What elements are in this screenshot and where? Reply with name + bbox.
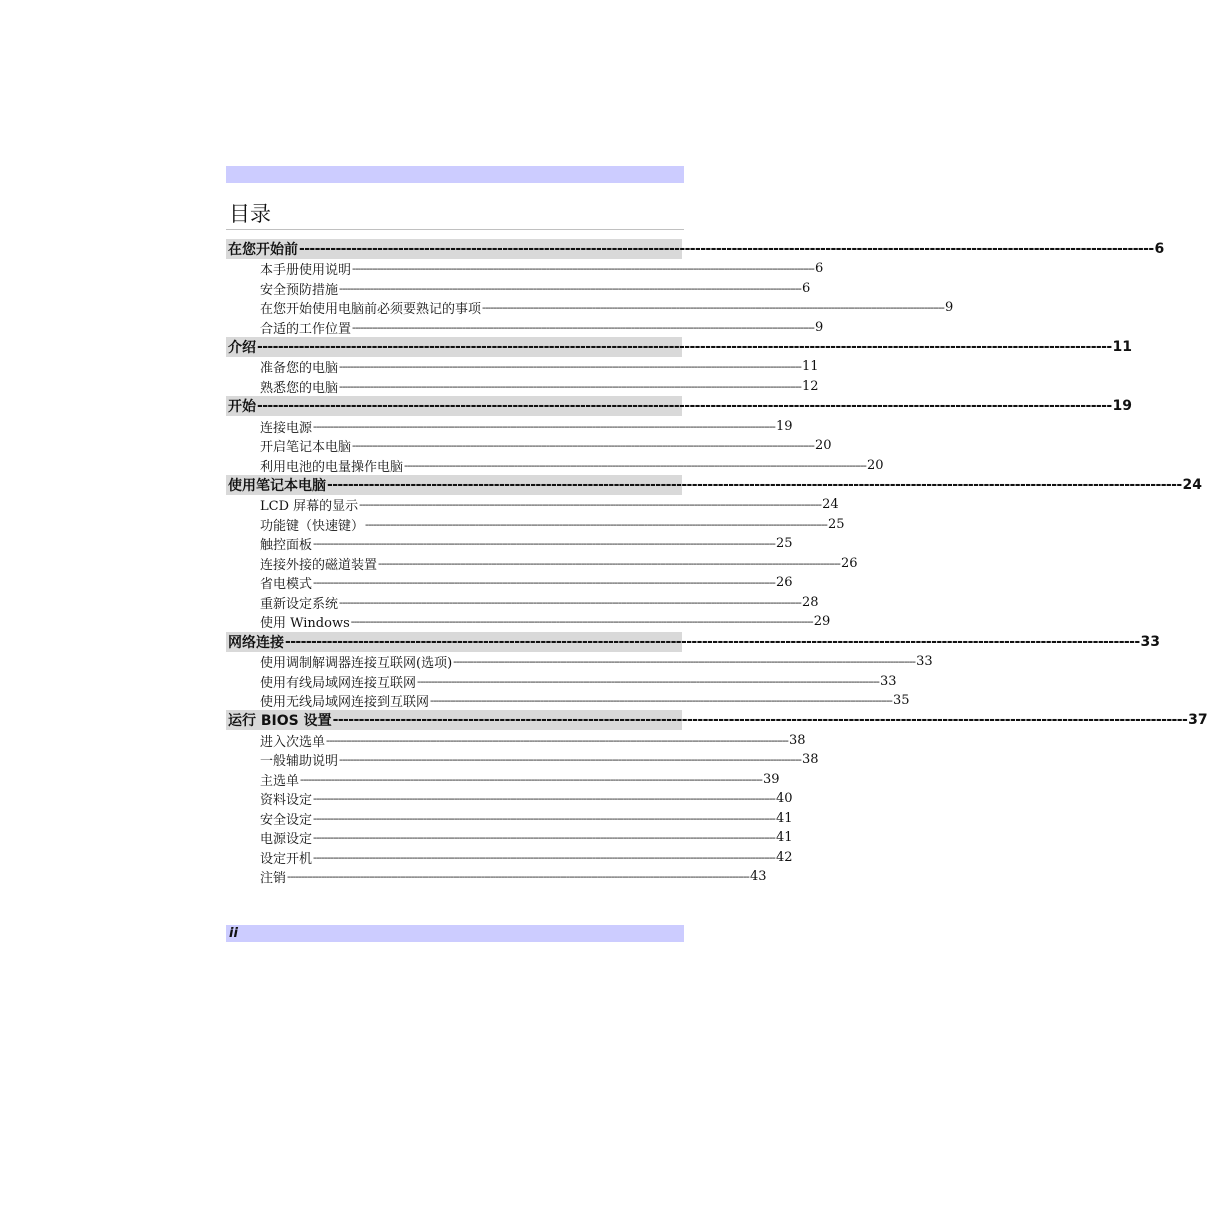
toc-section-entry[interactable] xyxy=(226,612,831,632)
toc-section-entry[interactable] xyxy=(226,867,767,887)
toc-section-entry[interactable] xyxy=(226,691,910,711)
entry-title: 进入次选单 xyxy=(260,734,326,750)
entry-title: 在您开始前 xyxy=(228,242,298,258)
entry-page-number: 11 xyxy=(1112,339,1133,356)
entry-page-number: 12 xyxy=(801,379,819,394)
toc-section-entry[interactable] xyxy=(226,455,884,475)
dot-leader: -------------------------------------------------------------------------------------------------------------------------------------------------------------------- xyxy=(313,831,775,845)
entry-title: 使用 Windows xyxy=(260,616,350,632)
toc-section-entry[interactable] xyxy=(226,554,858,574)
entry-page-number: 19 xyxy=(1112,398,1133,415)
toc-section-entry[interactable] xyxy=(226,416,793,436)
toc-section-entry[interactable] xyxy=(226,377,819,397)
entry-page-number: 28 xyxy=(801,594,819,610)
entry-title: 资料设定 xyxy=(260,793,313,809)
dot-leader: -------------------------------------------------------------------------------------------------------------------------------------------------------------------- xyxy=(453,655,916,669)
entry-page-number: 24 xyxy=(822,497,839,513)
entry-title: 重新设定系统 xyxy=(260,596,339,612)
entry-title: 安全设定 xyxy=(260,812,313,828)
entry-title: 设定开机 xyxy=(260,851,313,867)
toc-chapter-entry[interactable] xyxy=(226,710,1208,730)
entry-title: 使用调制解调器连接互联网(选项) xyxy=(260,656,453,672)
dot-leader: -------------------------------------------------------------------------------------------------------------------------------------------------------------------- xyxy=(339,753,801,767)
entry-title: 准备您的电脑 xyxy=(260,361,339,377)
toc-section-entry[interactable] xyxy=(226,495,839,515)
dot-leader: -------------------------------------------------------------------------------------------------------------------------------------------------------------------- xyxy=(417,674,879,688)
toc-section-entry[interactable] xyxy=(226,534,793,554)
entry-page-number: 29 xyxy=(813,614,831,630)
entry-page-number: 20 xyxy=(814,438,832,454)
entry-title: 在您开始使用电脑前必须要熟记的事项 xyxy=(260,302,482,318)
toc-section-entry[interactable] xyxy=(226,652,933,672)
toc-chapter-entry[interactable] xyxy=(226,337,1133,357)
entry-title: 开始 xyxy=(228,399,256,416)
entry-page-number: 33 xyxy=(879,673,897,689)
dot-leader: -------------------------------------------------------------------------------------------------------------------------------------------------------------------- xyxy=(257,398,1112,415)
entry-title: 开启笔记本电脑 xyxy=(260,440,352,456)
dot-leader: -------------------------------------------------------------------------------------------------------------------------------------------------------------------- xyxy=(332,712,1188,729)
dot-leader: -------------------------------------------------------------------------------------------------------------------------------------------------------------------- xyxy=(339,360,801,374)
entry-title: 连接外接的磁道装置 xyxy=(260,557,378,573)
entry-title: 电源设定 xyxy=(260,832,313,848)
dot-leader: -------------------------------------------------------------------------------------------------------------------------------------------------------------------- xyxy=(339,595,801,609)
entry-page-number: 6 xyxy=(801,280,811,296)
dot-leader: -------------------------------------------------------------------------------------------------------------------------------------------------------------------- xyxy=(365,517,827,531)
dot-leader: -------------------------------------------------------------------------------------------------------------------------------------------------------------------- xyxy=(350,615,813,629)
toc-section-entry[interactable] xyxy=(226,789,793,809)
entry-page-number: 42 xyxy=(775,849,793,865)
entry-title: 合适的工作位置 xyxy=(260,321,352,337)
toc-section-entry[interactable] xyxy=(226,298,954,318)
table-of-contents xyxy=(226,239,1208,887)
entry-title: 功能键（快速键） xyxy=(260,518,365,534)
toc-title: 目录 xyxy=(229,202,271,226)
page-number: ii xyxy=(229,926,238,941)
dot-leader: -------------------------------------------------------------------------------------------------------------------------------------------------------------------- xyxy=(339,281,801,295)
dot-leader: -------------------------------------------------------------------------------------------------------------------------------------------------------------------- xyxy=(327,476,1182,493)
entry-page-number: 9 xyxy=(944,300,954,316)
entry-page-number: 6 xyxy=(1154,241,1165,257)
toc-section-entry[interactable] xyxy=(226,769,780,789)
toc-section-entry[interactable] xyxy=(226,593,819,613)
toc-chapter-entry[interactable] xyxy=(226,396,1133,416)
toc-section-entry[interactable] xyxy=(226,671,897,691)
entry-page-number: 35 xyxy=(892,693,910,709)
toc-chapter-entry[interactable] xyxy=(226,632,1161,652)
toc-section-entry[interactable] xyxy=(226,828,793,848)
entry-title: 使用有线局域网连接互联网 xyxy=(260,675,417,691)
entry-title: 触控面板 xyxy=(260,538,313,554)
entry-page-number: 20 xyxy=(866,457,884,473)
entry-title: 使用无线局域网连接到互联网 xyxy=(260,695,430,711)
footer-band xyxy=(226,925,684,942)
entry-title: 省电模式 xyxy=(260,577,313,593)
dot-leader: -------------------------------------------------------------------------------------------------------------------------------------------------------------------- xyxy=(352,439,814,453)
entry-page-number: 33 xyxy=(916,654,933,670)
header-band xyxy=(226,166,684,183)
dot-leader: -------------------------------------------------------------------------------------------------------------------------------------------------------------------- xyxy=(339,380,801,393)
entry-page-number: 26 xyxy=(775,575,793,591)
entry-page-number: 19 xyxy=(775,418,793,434)
toc-section-entry[interactable] xyxy=(226,514,845,534)
entry-page-number: 43 xyxy=(749,869,767,885)
entry-title: 注销 xyxy=(260,871,287,887)
entry-page-number: 40 xyxy=(775,791,793,807)
entry-page-number: 26 xyxy=(840,555,858,571)
entry-title: 安全预防措施 xyxy=(260,282,339,298)
dot-leader: -------------------------------------------------------------------------------------------------------------------------------------------------------------------- xyxy=(313,576,775,590)
entry-title: 熟悉您的电脑 xyxy=(260,381,339,396)
dot-leader: -------------------------------------------------------------------------------------------------------------------------------------------------------------------- xyxy=(430,694,892,708)
entry-page-number: 24 xyxy=(1182,476,1203,493)
dot-leader: -------------------------------------------------------------------------------------------------------------------------------------------------------------------- xyxy=(352,262,814,276)
entry-page-number: 9 xyxy=(814,319,824,335)
toc-section-entry[interactable] xyxy=(226,750,819,770)
entry-title: 运行 BIOS 设置 xyxy=(228,713,332,730)
dot-leader: -------------------------------------------------------------------------------------------------------------------------------------------------------------------- xyxy=(299,241,1154,257)
dot-leader: -------------------------------------------------------------------------------------------------------------------------------------------------------------------- xyxy=(313,537,775,551)
entry-title: 本手册使用说明 xyxy=(260,263,352,279)
entry-title: 介绍 xyxy=(228,340,256,357)
dot-leader: -------------------------------------------------------------------------------------------------------------------------------------------------------------------- xyxy=(285,633,1140,650)
entry-title: 利用电池的电量操作电脑 xyxy=(260,459,404,475)
entry-title: LCD 屏幕的显示 xyxy=(260,499,359,515)
dot-leader: -------------------------------------------------------------------------------------------------------------------------------------------------------------------- xyxy=(313,811,775,825)
toc-section-entry[interactable] xyxy=(226,848,793,868)
toc-section-entry[interactable] xyxy=(226,279,811,299)
dot-leader: -------------------------------------------------------------------------------------------------------------------------------------------------------------------- xyxy=(300,772,762,786)
dot-leader: -------------------------------------------------------------------------------------------------------------------------------------------------------------------- xyxy=(313,792,775,806)
toc-chapter-entry[interactable] xyxy=(226,239,1165,259)
toc-section-entry[interactable] xyxy=(226,357,819,377)
dot-leader: -------------------------------------------------------------------------------------------------------------------------------------------------------------------- xyxy=(378,556,840,570)
entry-title: 网络连接 xyxy=(228,634,284,651)
entry-page-number: 11 xyxy=(801,359,819,375)
title-divider xyxy=(226,229,684,230)
toc-section-entry[interactable] xyxy=(226,730,806,750)
entry-page-number: 6 xyxy=(814,261,824,277)
entry-page-number: 25 xyxy=(775,536,793,552)
entry-page-number: 39 xyxy=(762,771,780,787)
entry-title: 主选单 xyxy=(260,773,300,789)
toc-section-entry[interactable] xyxy=(226,436,832,456)
dot-leader: -------------------------------------------------------------------------------------------------------------------------------------------------------------------- xyxy=(359,498,822,512)
dot-leader: -------------------------------------------------------------------------------------------------------------------------------------------------------------------- xyxy=(287,870,749,884)
entry-title: 连接电源 xyxy=(260,420,313,436)
toc-section-entry[interactable] xyxy=(226,259,824,279)
dot-leader: -------------------------------------------------------------------------------------------------------------------------------------------------------------------- xyxy=(404,458,866,472)
entry-page-number: 38 xyxy=(801,752,819,768)
dot-leader: -------------------------------------------------------------------------------------------------------------------------------------------------------------------- xyxy=(326,733,788,747)
dot-leader: -------------------------------------------------------------------------------------------------------------------------------------------------------------------- xyxy=(352,320,814,334)
entry-page-number: 41 xyxy=(775,810,793,826)
toc-section-entry[interactable] xyxy=(226,809,793,829)
entry-page-number: 37 xyxy=(1188,712,1208,729)
entry-title: 一般辅助说明 xyxy=(260,754,339,770)
toc-section-entry[interactable] xyxy=(226,573,793,593)
toc-chapter-entry[interactable] xyxy=(226,475,1203,495)
dot-leader: -------------------------------------------------------------------------------------------------------------------------------------------------------------------- xyxy=(313,419,775,433)
dot-leader: -------------------------------------------------------------------------------------------------------------------------------------------------------------------- xyxy=(313,850,775,864)
entry-page-number: 38 xyxy=(788,732,806,748)
entry-title: 使用笔记本电脑 xyxy=(228,477,326,494)
entry-page-number: 33 xyxy=(1140,633,1161,650)
dot-leader: -------------------------------------------------------------------------------------------------------------------------------------------------------------------- xyxy=(482,301,944,315)
toc-section-entry[interactable] xyxy=(226,318,824,338)
entry-page-number: 41 xyxy=(775,830,793,846)
entry-page-number: 25 xyxy=(827,516,845,532)
dot-leader: -------------------------------------------------------------------------------------------------------------------------------------------------------------------- xyxy=(257,339,1112,356)
